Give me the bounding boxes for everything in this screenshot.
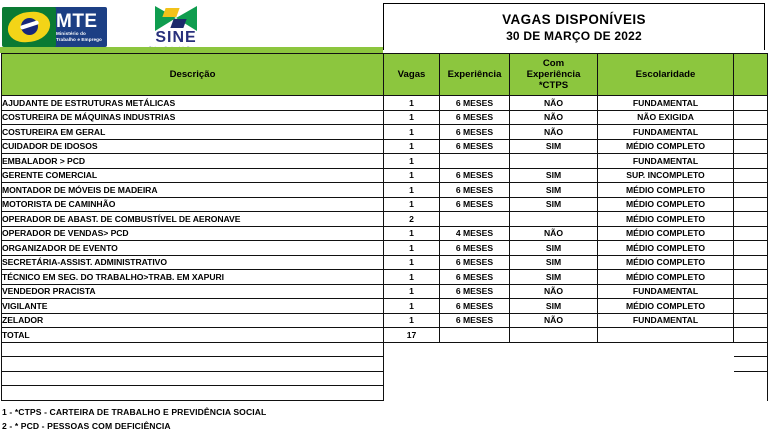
cell-empty-extra: [734, 371, 768, 386]
cell-vagas: 2: [384, 212, 440, 227]
cell-empty-experiencia: [440, 386, 510, 401]
cell-experiencia: 4 MESES: [440, 226, 510, 241]
cell-vagas: 1: [384, 270, 440, 285]
cell-escolaridade: FUNDAMENTAL: [598, 154, 734, 169]
sine-wordmark: SINE: [155, 29, 197, 46]
cell-escolaridade: MÉDIO COMPLETO: [598, 255, 734, 270]
cell-vagas: 1: [384, 299, 440, 314]
cell-empty-escolaridade: [598, 342, 734, 357]
cell-experiencia: 6 MESES: [440, 96, 510, 111]
footnote-pcd: 2 - * PCD - PESSOAS COM DEFICIÊNCIA: [2, 420, 171, 431]
cell-extra: [734, 139, 768, 154]
table-row[interactable]: [2, 299, 768, 314]
cell-experiencia: 6 MESES: [440, 168, 510, 183]
cell-extra: [734, 313, 768, 328]
cell-vagas: 1: [384, 96, 440, 111]
mte-ministry-line2: Trabalho e Emprego: [56, 36, 102, 42]
cell-escolaridade: MÉDIO COMPLETO: [598, 197, 734, 212]
cell-total-experiencia: [440, 328, 510, 343]
column-header-experiencia: Experiência: [440, 54, 510, 96]
cell-empty-com-experiencia: [510, 342, 598, 357]
cell-extra: [734, 154, 768, 169]
cell-empty-com-experiencia: [510, 357, 598, 372]
cell-experiencia: 6 MESES: [440, 125, 510, 140]
cell-escolaridade: MÉDIO COMPLETO: [598, 139, 734, 154]
cell-escolaridade: NÃO EXIGIDA: [598, 110, 734, 125]
page-title: VAGAS DISPONÍVEIS: [502, 11, 646, 27]
cell-com-experiencia: NÃO: [510, 284, 598, 299]
cell-empty-extra: [734, 386, 768, 401]
cell-descricao: AJUDANTE DE ESTRUTURAS METÁLICAS: [2, 96, 384, 111]
cell-com-experiencia: NÃO: [510, 226, 598, 241]
cell-empty-com-experiencia: [510, 371, 598, 386]
cell-experiencia: [440, 154, 510, 169]
cell-escolaridade: MÉDIO COMPLETO: [598, 226, 734, 241]
column-header-extra: [734, 54, 768, 96]
green-accent-band: [0, 47, 383, 53]
sine-mark-icon: [155, 6, 197, 31]
cell-experiencia: 6 MESES: [440, 139, 510, 154]
cell-empty-vagas: [384, 386, 440, 401]
table-row[interactable]: [2, 154, 768, 169]
cell-vagas: 1: [384, 154, 440, 169]
ctps-header-line2: Experiência: [526, 69, 581, 80]
cell-total-label: TOTAL: [2, 328, 384, 343]
table-row[interactable]: [2, 270, 768, 285]
cell-extra: [734, 299, 768, 314]
page-date: 30 DE MARÇO DE 2022: [506, 28, 642, 43]
cell-com-experiencia: SIM: [510, 270, 598, 285]
table-row[interactable]: [2, 212, 768, 227]
table-row[interactable]: [2, 183, 768, 198]
cell-descricao: ZELADOR: [2, 313, 384, 328]
mte-ministry-line1: Ministério do: [56, 31, 86, 37]
cell-descricao: ORGANIZADOR DE EVENTO: [2, 241, 384, 256]
cell-escolaridade: FUNDAMENTAL: [598, 125, 734, 140]
table-row[interactable]: [2, 226, 768, 241]
cell-empty-vagas: [384, 342, 440, 357]
cell-extra: [734, 96, 768, 111]
cell-total-vagas: 17: [384, 328, 440, 343]
cell-empty-descricao: [2, 342, 384, 357]
cell-empty-extra: [734, 342, 768, 357]
cell-total-escolaridade: [598, 328, 734, 343]
cell-extra: [734, 212, 768, 227]
cell-escolaridade: FUNDAMENTAL: [598, 313, 734, 328]
footnote-ctps: 1 - *CTPS - CARTEIRA DE TRABALHO E PREVIDÊNCIA SOCIAL: [2, 406, 267, 417]
table-row[interactable]: [2, 96, 768, 111]
table-row[interactable]: [2, 255, 768, 270]
table-row[interactable]: [2, 125, 768, 140]
cell-com-experiencia: SIM: [510, 168, 598, 183]
cell-extra: [734, 255, 768, 270]
cell-empty-descricao: [2, 357, 384, 372]
sine-logo: [145, 6, 207, 51]
cell-com-experiencia: SIM: [510, 255, 598, 270]
cell-descricao: COSTUREIRA EM GERAL: [2, 125, 384, 140]
cell-empty-vagas: [384, 357, 440, 372]
cell-com-experiencia: [510, 212, 598, 227]
cell-total-extra: [734, 328, 768, 343]
cell-empty-descricao: [2, 371, 384, 386]
cell-com-experiencia: NÃO: [510, 110, 598, 125]
cell-descricao: MONTADOR DE MÓVEIS DE MADEIRA: [2, 183, 384, 198]
cell-experiencia: 6 MESES: [440, 255, 510, 270]
document-header: [0, 0, 768, 53]
table-empty-row: [2, 386, 768, 401]
cell-com-experiencia: SIM: [510, 299, 598, 314]
cell-empty-escolaridade: [598, 371, 734, 386]
cell-descricao: GERENTE COMERCIAL: [2, 168, 384, 183]
cell-extra: [734, 125, 768, 140]
cell-vagas: 1: [384, 255, 440, 270]
cell-empty-descricao: [2, 386, 384, 401]
cell-vagas: 1: [384, 284, 440, 299]
cell-empty-vagas: [384, 371, 440, 386]
table-row[interactable]: [2, 313, 768, 328]
cell-experiencia: [440, 212, 510, 227]
cell-escolaridade: MÉDIO COMPLETO: [598, 212, 734, 227]
table-row[interactable]: [2, 110, 768, 125]
table-row[interactable]: [2, 241, 768, 256]
cell-empty-experiencia: [440, 357, 510, 372]
cell-experiencia: 6 MESES: [440, 110, 510, 125]
table-header: [2, 54, 768, 96]
cell-escolaridade: MÉDIO COMPLETO: [598, 183, 734, 198]
cell-com-experiencia: [510, 154, 598, 169]
cell-empty-extra: [734, 357, 768, 372]
cell-escolaridade: FUNDAMENTAL: [598, 284, 734, 299]
cell-com-experiencia: SIM: [510, 139, 598, 154]
cell-descricao: SECRETÁRIA-ASSIST. ADMINISTRATIVO: [2, 255, 384, 270]
footnotes: [2, 405, 768, 433]
cell-com-experiencia: SIM: [510, 241, 598, 256]
cell-vagas: 1: [384, 313, 440, 328]
cell-extra: [734, 197, 768, 212]
table-empty-row: [2, 342, 768, 357]
cell-empty-experiencia: [440, 371, 510, 386]
mte-logo: [2, 7, 107, 47]
cell-vagas: 1: [384, 168, 440, 183]
cell-extra: [734, 270, 768, 285]
cell-escolaridade: FUNDAMENTAL: [598, 96, 734, 111]
cell-total-com-experiencia: [510, 328, 598, 343]
cell-extra: [734, 110, 768, 125]
cell-extra: [734, 241, 768, 256]
ctps-header-line1: Com: [542, 58, 565, 69]
cell-experiencia: 6 MESES: [440, 197, 510, 212]
title-block: [383, 3, 765, 50]
table-body: [2, 96, 768, 401]
cell-experiencia: 6 MESES: [440, 313, 510, 328]
cell-vagas: 1: [384, 139, 440, 154]
column-header-vagas: Vagas: [384, 54, 440, 96]
cell-descricao: EMBALADOR > PCD: [2, 154, 384, 169]
cell-extra: [734, 168, 768, 183]
table-empty-row: [2, 357, 768, 372]
cell-com-experiencia: NÃO: [510, 96, 598, 111]
cell-extra: [734, 284, 768, 299]
cell-vagas: 1: [384, 241, 440, 256]
cell-descricao: VENDEDOR PRACISTA: [2, 284, 384, 299]
table-row[interactable]: [2, 168, 768, 183]
mte-abbreviation: MTE: [56, 11, 98, 33]
cell-empty-experiencia: [440, 342, 510, 357]
cell-com-experiencia: SIM: [510, 197, 598, 212]
cell-com-experiencia: SIM: [510, 183, 598, 198]
column-header-com-experiencia-ctps: [510, 54, 598, 96]
cell-experiencia: 6 MESES: [440, 270, 510, 285]
cell-descricao: COSTUREIRA DE MÁQUINAS INDUSTRIAS: [2, 110, 384, 125]
cell-vagas: 1: [384, 183, 440, 198]
cell-descricao: VIGILANTE: [2, 299, 384, 314]
column-header-descricao: Descrição: [2, 54, 384, 96]
cell-vagas: 1: [384, 197, 440, 212]
table-row[interactable]: [2, 139, 768, 154]
cell-escolaridade: MÉDIO COMPLETO: [598, 299, 734, 314]
table-row[interactable]: [2, 197, 768, 212]
table-header-row: [2, 54, 768, 96]
cell-escolaridade: MÉDIO COMPLETO: [598, 241, 734, 256]
cell-empty-escolaridade: [598, 386, 734, 401]
cell-com-experiencia: NÃO: [510, 125, 598, 140]
cell-vagas: 1: [384, 125, 440, 140]
cell-experiencia: 6 MESES: [440, 299, 510, 314]
cell-escolaridade: SUP. INCOMPLETO: [598, 168, 734, 183]
cell-descricao: OPERADOR DE VENDAS> PCD: [2, 226, 384, 241]
cell-empty-escolaridade: [598, 357, 734, 372]
mte-logo-textblock: [50, 7, 107, 47]
cell-descricao: MOTORISTA DE CAMINHÃO: [2, 197, 384, 212]
cell-descricao: OPERADOR DE ABAST. DE COMBUSTÍVEL DE AERONAVE: [2, 212, 384, 227]
ctps-header-line3: *CTPS: [538, 80, 569, 91]
cell-descricao: CUIDADOR DE IDOSOS: [2, 139, 384, 154]
brazil-flag-icon: [2, 7, 56, 47]
table-empty-row: [2, 371, 768, 386]
cell-escolaridade: MÉDIO COMPLETO: [598, 270, 734, 285]
cell-experiencia: 6 MESES: [440, 241, 510, 256]
table-total-row: [2, 328, 768, 343]
table-row[interactable]: [2, 284, 768, 299]
vagas-table: [1, 53, 768, 401]
cell-vagas: 1: [384, 226, 440, 241]
cell-experiencia: 6 MESES: [440, 183, 510, 198]
column-header-escolaridade: Escolaridade: [598, 54, 734, 96]
cell-extra: [734, 183, 768, 198]
cell-extra: [734, 226, 768, 241]
cell-com-experiencia: NÃO: [510, 313, 598, 328]
cell-empty-com-experiencia: [510, 386, 598, 401]
cell-experiencia: 6 MESES: [440, 284, 510, 299]
cell-descricao: TÉCNICO EM SEG. DO TRABALHO>TRAB. EM XAPURI: [2, 270, 384, 285]
cell-vagas: 1: [384, 110, 440, 125]
